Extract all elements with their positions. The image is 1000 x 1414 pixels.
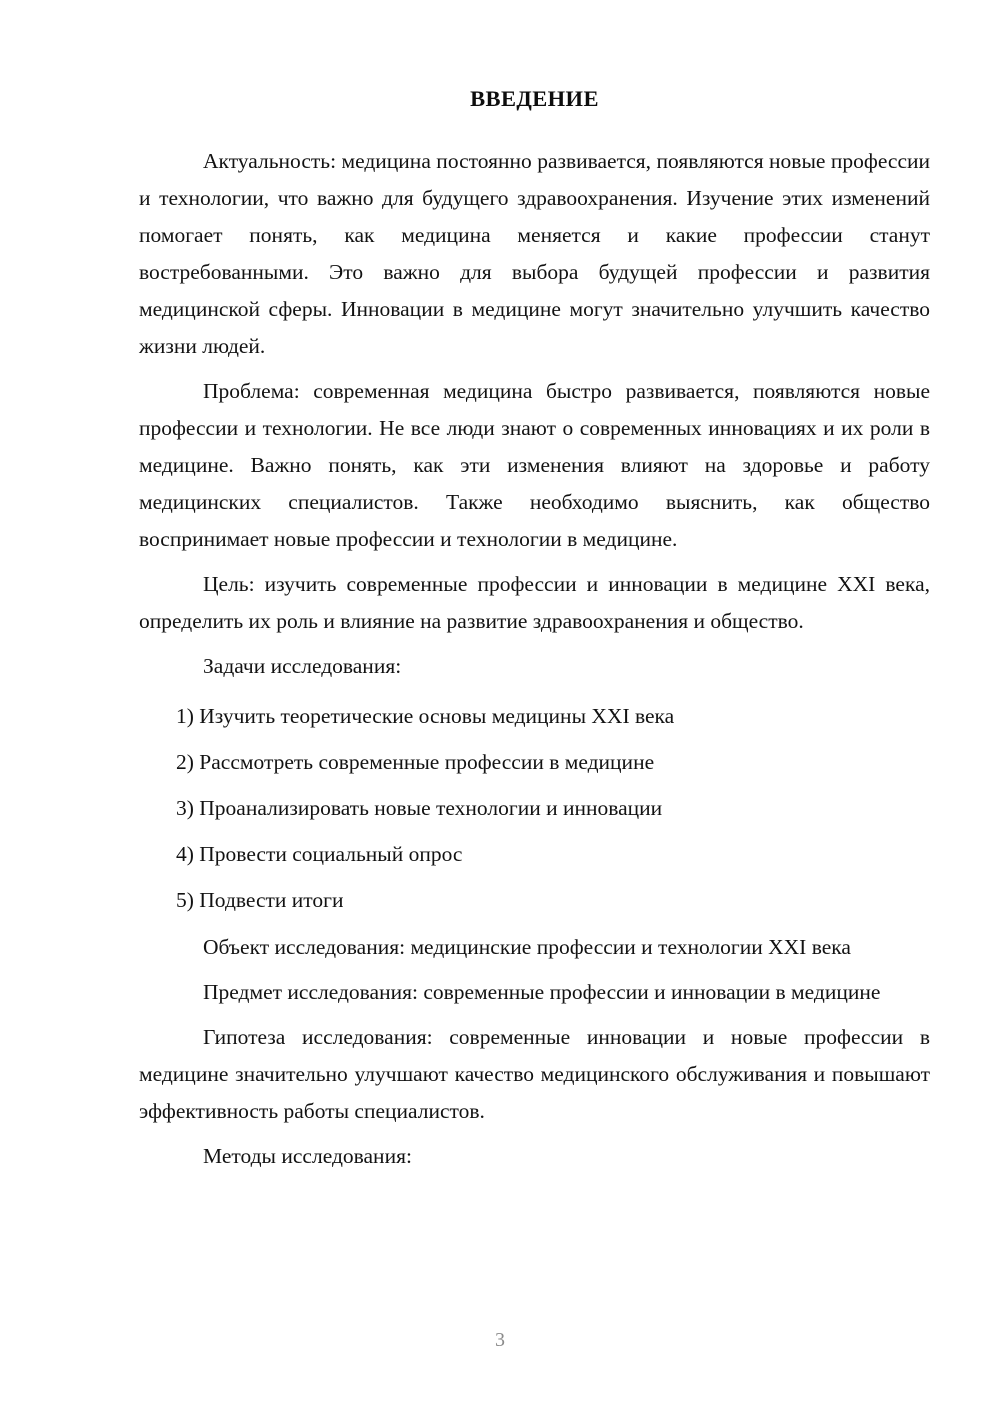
list-item: 2) Рассмотреть современные профессии в медицине bbox=[176, 749, 655, 774]
paragraph-subject: Предмет исследования: современные профессии и инновации в медицине bbox=[203, 979, 881, 1004]
paragraph-relevance: Актуальность: медицина постоянно развивается, появляются новые профессии и технологии, что важно для будущего здравоохранения. Изучение этих изменений помогает понять, как медицина меняется и какие профессии станут востребованными. Это важно для выбора будущей профессии и развития медицинской сферы. Инновации в медицине могут значительно улучшить качество жизни людей. bbox=[139, 148, 930, 358]
paragraph-problem: Проблема: современная медицина быстро развивается, появляются новые профессии и технологии. Не все люди знают о современных инновациях и их роли в медицине. Важно понять, как эти изменения влияют на здоровье и работу медицинских специалистов. Также необходимо выяснить, как общество воспринимает новые профессии и технологии в медицине. bbox=[139, 378, 930, 551]
list-item: 5) Подвести итоги bbox=[176, 887, 344, 912]
list-item: 1) Изучить теоретические основы медицины XXI века bbox=[176, 703, 675, 728]
paragraph-hypothesis: Гипотеза исследования: современные инновации и новые профессии в медицине значительно улучшают качество медицинского обслуживания и повышают эффективность работы специалистов. bbox=[139, 1024, 930, 1123]
document-body bbox=[139, 88, 930, 1175]
paragraph-object: Объект исследования: медицинские профессии и технологии XXI века bbox=[203, 934, 851, 959]
paragraph-methods-label: Методы исследования: bbox=[203, 1143, 412, 1168]
page-number: 3 bbox=[495, 1329, 505, 1351]
paragraph-tasks-label: Задачи исследования: bbox=[203, 653, 402, 678]
list-item: 4) Провести социальный опрос bbox=[176, 841, 463, 866]
list-item: 3) Проанализировать новые технологии и инновации bbox=[176, 795, 663, 820]
page-title: ВВЕДЕНИЕ bbox=[470, 86, 599, 111]
paragraph-goal: Цель: изучить современные профессии и инновации в медицине XXI века, определить их роль и влияние на развитие здравоохранения и общество. bbox=[139, 571, 930, 633]
tasks-list bbox=[139, 693, 930, 923]
